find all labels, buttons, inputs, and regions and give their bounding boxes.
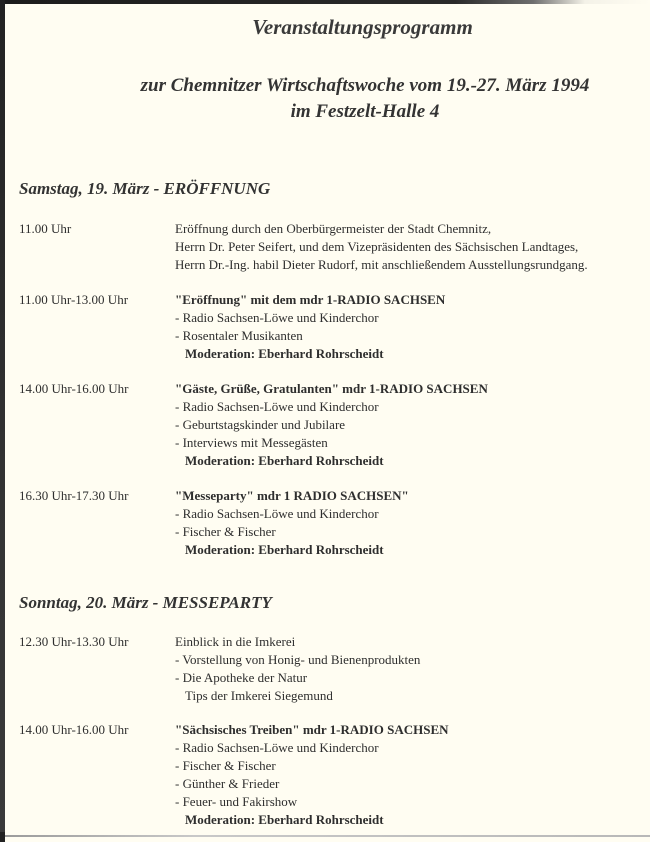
entry-moderation: Moderation: Eberhard Rohrscheidt (185, 346, 384, 361)
day-heading-sunday: Sonntag, 20. März - MESSEPARTY (19, 593, 272, 612)
entry-description (175, 380, 488, 470)
scan-edge-left (0, 0, 5, 836)
scan-edge-top (0, 0, 650, 4)
entry-title: Einblick in die Imkerei (175, 634, 296, 649)
entry-description (175, 721, 449, 829)
entry-item: - Radio Sachsen-Löwe und Kinderchor (175, 310, 379, 325)
entry-item: - Radio Sachsen-Löwe und Kinderchor (175, 399, 379, 414)
subtitle-line-2: im Festzelt-Halle 4 (290, 101, 440, 122)
entry-time: 12.30 Uhr-13.30 Uhr (19, 634, 129, 649)
entry-item: - Radio Sachsen-Löwe und Kinderchor (175, 740, 379, 755)
entry-item: - Rosentaler Musikanten (175, 328, 303, 343)
entry-title: "Gäste, Grüße, Gratulanten" mdr 1-RADIO SACHSEN (175, 381, 488, 396)
entry-time: 11.00 Uhr-13.00 Uhr (19, 292, 129, 307)
entry-time: 11.00 Uhr (19, 221, 72, 236)
description-line: Herrn Dr. Peter Seifert, und dem Vizepräsidenten des Sächsischen Landtages, (175, 239, 579, 254)
entry-item: - Die Apotheke der Natur (175, 670, 308, 685)
entry-item: - Geburtstagskinder und Jubilare (175, 417, 346, 432)
entry-title: "Eröffnung" mit dem mdr 1-RADIO SACHSEN (175, 292, 446, 307)
entry-moderation: Moderation: Eberhard Rohrscheidt (185, 812, 384, 827)
scan-edge-bottom (0, 835, 650, 837)
entry-description (175, 220, 588, 274)
entry-item: - Interviews mit Messegästen (175, 435, 328, 450)
entry-description (175, 291, 445, 363)
subtitle-line-1: zur Chemnitzer Wirtschaftswoche vom 19.-27. März 1994 (140, 75, 590, 96)
entry-title: "Messeparty" mdr 1 RADIO SACHSEN" (175, 488, 409, 503)
entry-moderation: Moderation: Eberhard Rohrscheidt (185, 542, 384, 557)
document-subtitle (0, 73, 650, 125)
entry-time: 14.00 Uhr-16.00 Uhr (19, 722, 129, 737)
entry-item: - Fischer & Fischer (175, 758, 276, 773)
entry-description (175, 487, 409, 559)
entry-moderation: Moderation: Eberhard Rohrscheidt (185, 453, 384, 468)
entry-item: - Günther & Frieder (175, 776, 280, 791)
description-line: Eröffnung durch den Oberbürgermeister der Stadt Chemnitz, (175, 221, 492, 236)
entry-item: - Radio Sachsen-Löwe und Kinderchor (175, 506, 379, 521)
entry-time: 16.30 Uhr-17.30 Uhr (19, 488, 129, 503)
scan-corner (0, 832, 5, 842)
document-title: Veranstaltungsprogramm (252, 15, 473, 39)
entry-description (175, 633, 420, 705)
description-line: Herrn Dr.-Ing. habil Dieter Rudorf, mit anschließendem Ausstellungsrundgang. (175, 257, 588, 272)
day-heading-saturday: Samstag, 19. März - ERÖFFNUNG (19, 179, 271, 198)
entry-time: 14.00 Uhr-16.00 Uhr (19, 381, 129, 396)
entry-item: - Feuer- und Fakirshow (175, 794, 298, 809)
entry-title: "Sächsisches Treiben" mdr 1-RADIO SACHSEN (175, 722, 449, 737)
entry-item: - Vorstellung von Honig- und Bienenprodukten (175, 652, 421, 667)
entry-item: - Fischer & Fischer (175, 524, 276, 539)
entry-note: Tips der Imkerei Siegemund (185, 688, 333, 703)
